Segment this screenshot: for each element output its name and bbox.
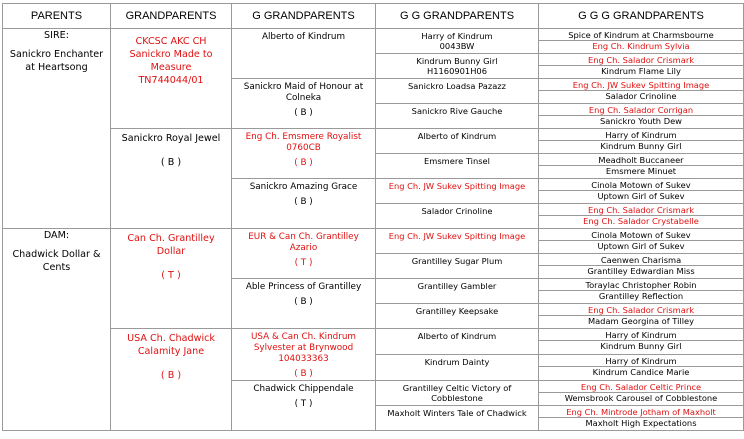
dam-cell xyxy=(3,229,111,431)
great-grandparent-cell xyxy=(232,129,376,179)
ggg-grandparent-name: Eng Ch. JW Sukev Spitting Image xyxy=(572,80,710,90)
gg-grandparent-name: 0043BW xyxy=(439,41,475,52)
ggg-grandparent-name: Harry of Kindrum xyxy=(605,330,677,340)
gg-grandparent-cell xyxy=(376,179,539,204)
gg-grandparent-cell xyxy=(376,154,539,179)
great-grandparent-name: Colneka xyxy=(285,93,322,103)
sire-label: SIRE: xyxy=(44,30,69,41)
ggg-grandparent-name: Eng Ch. Salador Celtic Prince xyxy=(580,382,702,392)
ggg-grandparent-name: Eng Ch. Salador Crystabelle xyxy=(539,215,743,226)
gg-grandparent-name: H1160901H06 xyxy=(427,66,487,77)
gg-grandparent-name: Grantilley Celtic Victory of xyxy=(402,383,512,393)
ggg-grandparent-cell xyxy=(539,381,744,406)
gg-grandparent-cell xyxy=(376,381,539,406)
sex-marker: ( B ) xyxy=(294,108,313,118)
gg-grandparent-name: Grantilley Sugar Plum xyxy=(411,256,503,266)
ggg-grandparent-cell xyxy=(539,355,744,381)
ggg-grandparent-name: Eng Ch. Salador Corrigan xyxy=(588,105,694,115)
ggg-grandparent-cell xyxy=(539,279,744,304)
gg-grandparent-name: Kindrum Dainty xyxy=(424,357,490,367)
ggg-grandparent-name: Eng Ch. Mintrode Jotham of Maxholt xyxy=(566,407,716,417)
ggg-grandparent-name: Cinola Motown of Sukev xyxy=(591,230,691,240)
ggg-grandparent-name: Eng Ch. Salador Crismark xyxy=(587,205,695,215)
ggg-grandparent-name: Emsmere Minuet xyxy=(539,165,743,176)
grandparent-name: CKCSC AKC CH xyxy=(135,36,207,47)
dam-label: DAM: xyxy=(43,230,70,241)
ggg-grandparent-cell xyxy=(539,179,744,204)
spacer xyxy=(113,258,229,269)
ggg-grandparent-name: Grantilley Edwardian Miss xyxy=(539,265,743,276)
header-ggg-grandparents: G G G GRANDPARENTS xyxy=(539,4,744,29)
great-grandparent-name: Able Princess of Grantilley xyxy=(245,282,362,292)
gg-grandparent-name: Emsmere Tinsel xyxy=(424,156,490,166)
great-grandparent-cell xyxy=(232,79,376,129)
sex-marker: ( B ) xyxy=(160,370,182,381)
ggg-grandparent-name: Meadholt Buccaneer xyxy=(598,155,684,165)
gg-grandparent-cell xyxy=(376,279,539,304)
sex-marker: ( T ) xyxy=(294,258,313,268)
pedigree-row xyxy=(3,329,744,355)
great-grandparent-name: Sanickro Amazing Grace xyxy=(249,182,358,192)
gg-grandparent-cell xyxy=(376,329,539,355)
grandparent-name: Can Ch. Grantilley Dollar xyxy=(127,233,215,257)
great-grandparent-name: Alberto of Kindrum xyxy=(261,32,346,42)
gg-grandparent-name: Alberto of Kindrum xyxy=(417,131,497,141)
ggg-grandparent-cell xyxy=(539,104,744,129)
sex-marker: ( B ) xyxy=(294,197,313,207)
gg-grandparent-name: Maxholt Winters Tale of Chadwick xyxy=(387,408,527,418)
header-row xyxy=(3,4,744,29)
header-grandparents: GRANDPARENTS xyxy=(111,4,232,29)
gg-grandparent-cell xyxy=(376,229,539,254)
great-grandparent-name: Azario xyxy=(289,243,318,253)
great-grandparent-name: Chadwick Chippendale xyxy=(253,384,354,394)
gg-grandparent-cell xyxy=(376,129,539,154)
gg-grandparent-name: Eng Ch. JW Sukev Spitting Image xyxy=(388,181,526,191)
ggg-grandparent-cell xyxy=(539,254,744,279)
gg-grandparent-cell xyxy=(376,406,539,431)
ggg-grandparent-cell xyxy=(539,154,744,179)
grandparent-name: Measure xyxy=(150,62,192,73)
grandparent-cell xyxy=(111,129,232,229)
gg-grandparent-cell xyxy=(376,104,539,129)
ggg-grandparent-name: Wemsbrook Carousel of Cobblestone xyxy=(539,392,743,403)
ggg-grandparent-name: Maxholt High Expectations xyxy=(539,417,743,428)
pedigree-table xyxy=(2,3,744,431)
ggg-grandparent-cell xyxy=(539,54,744,79)
pedigree-row xyxy=(3,229,744,254)
header-parents: PARENTS xyxy=(3,4,111,29)
ggg-grandparent-cell xyxy=(539,406,744,431)
ggg-grandparent-name: Eng Ch. Kindrum Sylvia xyxy=(539,40,743,51)
gg-grandparent-cell xyxy=(376,355,539,381)
gg-grandparent-name: Eng Ch. JW Sukev Spitting Image xyxy=(388,231,526,241)
ggg-grandparent-name: Salador Crinoline xyxy=(539,90,743,101)
grandparent-name: Calamity Jane xyxy=(137,346,205,357)
gg-grandparent-name: Harry of Kindrum xyxy=(421,31,493,41)
ggg-grandparent-name: Harry of Kindrum xyxy=(605,130,677,140)
gg-grandparent-name: Salador Crinoline xyxy=(421,206,493,216)
ggg-grandparent-cell xyxy=(539,29,744,54)
grandparent-name: Sanickro Made to xyxy=(129,49,213,60)
great-grandparent-name: Sylvester at Brynwood xyxy=(253,343,354,353)
dam-name: Chadwick Dollar & Cents xyxy=(12,249,101,273)
spacer xyxy=(113,358,229,369)
gg-grandparent-name: Cobblestone xyxy=(431,393,483,404)
header-gg-grandparents: G G GRANDPARENTS xyxy=(376,4,539,29)
sex-marker: ( B ) xyxy=(160,157,182,168)
sex-marker: ( B ) xyxy=(294,369,313,379)
ggg-grandparent-name: Sanickro Youth Dew xyxy=(539,115,743,126)
ggg-grandparent-name: Grantilley Reflection xyxy=(539,290,743,301)
ggg-grandparent-name: Toraylac Christopher Robin xyxy=(585,280,697,290)
ggg-grandparent-name: Madam Georgina of Tilley xyxy=(539,315,743,326)
grandparent-cell xyxy=(111,229,232,329)
sire-name: Sanickro Enchanter at Heartsong xyxy=(9,49,104,73)
ggg-grandparent-name: Kindrum Flame Lily xyxy=(539,65,743,76)
ggg-grandparent-name: Uptown Girl of Sukev xyxy=(539,240,743,251)
great-grandparent-cell xyxy=(232,279,376,329)
ggg-grandparent-name: Harry of Kindrum xyxy=(605,356,677,366)
gg-grandparent-name: Sanickro Loadsa Pazazz xyxy=(407,81,507,91)
spacer xyxy=(113,145,229,156)
sire-cell xyxy=(3,29,111,229)
sex-marker: ( T ) xyxy=(294,399,313,409)
ggg-grandparent-cell xyxy=(539,129,744,154)
gg-grandparent-cell xyxy=(376,254,539,279)
great-grandparent-cell xyxy=(232,329,376,381)
sex-marker: ( B ) xyxy=(294,158,313,168)
great-grandparent-name: Eng Ch. Emsmere Royalist xyxy=(245,132,362,142)
grandparent-name: Sanickro Royal Jewel xyxy=(121,133,221,144)
grandparent-cell xyxy=(111,29,232,129)
great-grandparent-name: 104033363 xyxy=(278,354,329,364)
ggg-grandparent-name: Kindrum Bunny Girl xyxy=(539,140,743,151)
pedigree-row xyxy=(3,129,744,154)
ggg-grandparent-name: Caenwen Charisma xyxy=(600,255,682,265)
grandparent-name: USA Ch. Chadwick xyxy=(127,333,215,344)
great-grandparent-cell xyxy=(232,381,376,431)
gg-grandparent-name: Grantilley Keepsake xyxy=(415,306,499,316)
ggg-grandparent-name: Kindrum Candice Marie xyxy=(539,366,743,377)
ggg-grandparent-cell xyxy=(539,229,744,254)
great-grandparent-cell xyxy=(232,229,376,279)
ggg-grandparent-name: Eng Ch. Salador Crismark xyxy=(587,305,695,315)
ggg-grandparent-name: Kindrum Bunny Girl xyxy=(539,340,743,351)
sex-marker: ( B ) xyxy=(294,297,313,307)
sex-marker: ( T ) xyxy=(161,270,181,281)
grandparent-name: TN744044/01 xyxy=(138,75,204,86)
ggg-grandparent-cell xyxy=(539,304,744,329)
gg-grandparent-cell xyxy=(376,204,539,229)
great-grandparent-cell xyxy=(232,29,376,79)
gg-grandparent-name: Kindrum Bunny Girl xyxy=(416,56,498,66)
ggg-grandparent-cell xyxy=(539,329,744,355)
great-grandparent-name: EUR & Can Ch. Grantilley xyxy=(248,232,359,242)
ggg-grandparent-name: Eng Ch. Salador Crismark xyxy=(587,55,695,65)
ggg-grandparent-cell xyxy=(539,204,744,229)
gg-grandparent-name: Sanickro Rive Gauche xyxy=(411,106,503,116)
great-grandparent-name: Sanickro Maid of Honour at xyxy=(243,82,364,92)
ggg-grandparent-name: Spice of Kindrum at Charmsbourne xyxy=(568,30,714,40)
gg-grandparent-name: Grantilley Gambler xyxy=(417,281,497,291)
gg-grandparent-name: Alberto of Kindrum xyxy=(417,331,497,341)
gg-grandparent-cell xyxy=(376,304,539,329)
gg-grandparent-cell xyxy=(376,29,539,54)
ggg-grandparent-name: Cinola Motown of Sukev xyxy=(591,180,691,190)
header-g-grandparents: G GRANDPARENTS xyxy=(232,4,376,29)
ggg-grandparent-cell xyxy=(539,79,744,104)
grandparent-cell xyxy=(111,329,232,431)
great-grandparent-cell xyxy=(232,179,376,229)
great-grandparent-name: 0760CB xyxy=(286,143,321,153)
great-grandparent-name: USA & Can Ch. Kindrum xyxy=(250,332,356,342)
gg-grandparent-cell xyxy=(376,79,539,104)
pedigree-row xyxy=(3,29,744,54)
ggg-grandparent-name: Uptown Girl of Sukev xyxy=(539,190,743,201)
gg-grandparent-cell xyxy=(376,54,539,79)
